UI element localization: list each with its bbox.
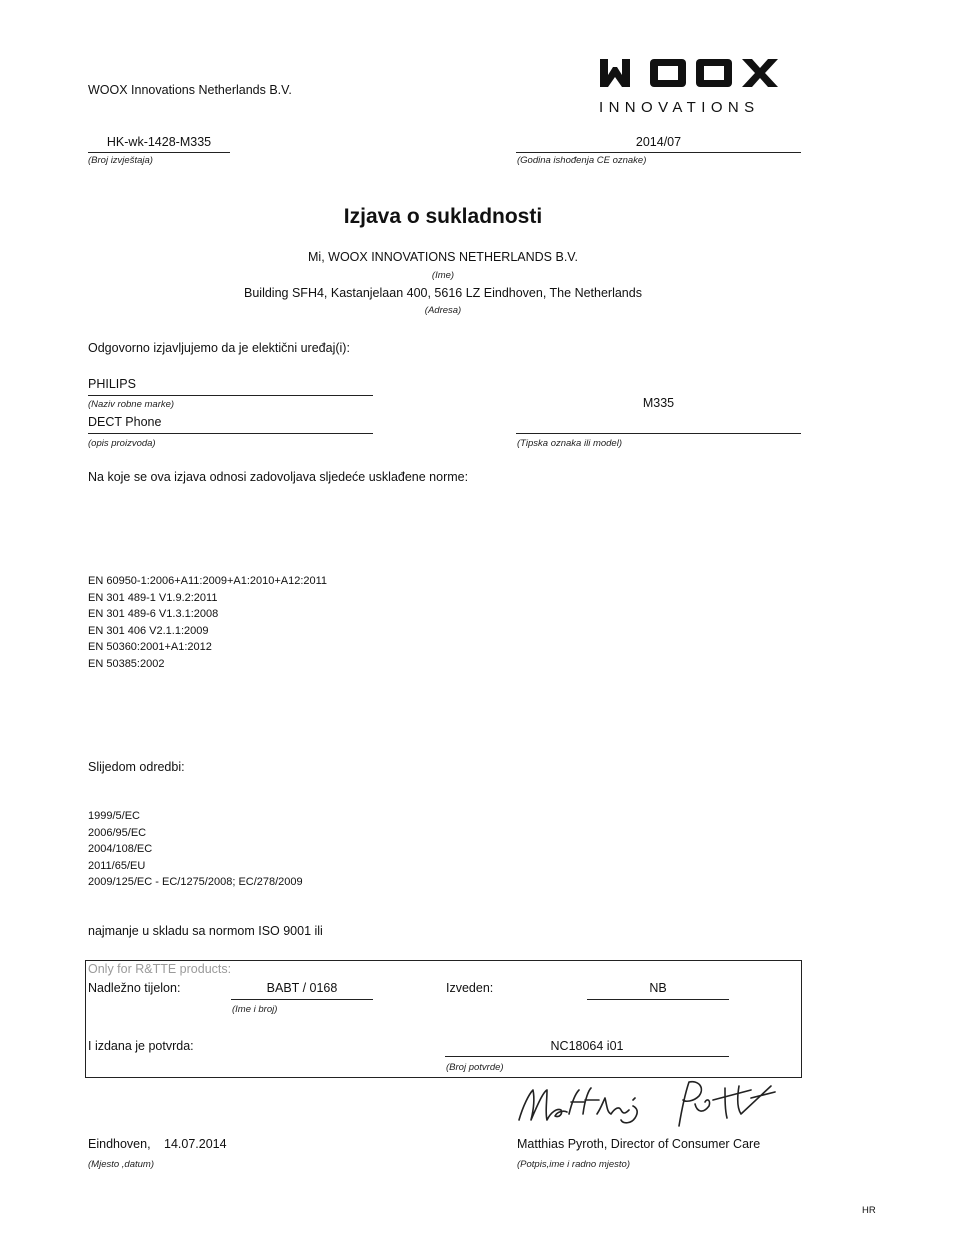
address-caption: (Adresa) bbox=[424, 305, 462, 316]
product-caption: (opis proizvoda) bbox=[88, 438, 156, 449]
document-title: Izjava o sukladnosti bbox=[343, 205, 543, 228]
place-date-caption: (Mjesto ,datum) bbox=[88, 1159, 154, 1170]
manufacturer-address: Building SFH4, Kastanjelaan 400, 5616 LZ Eindhoven, The Netherlands bbox=[244, 286, 642, 300]
iso-text: najmanje u skladu sa normom ISO 9001 ili bbox=[88, 924, 323, 938]
standards-list bbox=[88, 573, 327, 672]
manufacturer-caption: (Ime) bbox=[431, 270, 455, 281]
ce-year: 2014/07 bbox=[635, 135, 682, 149]
logo-subtitle: INNOVATIONS bbox=[599, 99, 760, 116]
standards-intro: Na koje se ova izjava odnosi zadovoljava sljedeće usklađene norme: bbox=[88, 470, 469, 484]
directive-item: 1999/5/EC bbox=[88, 810, 140, 822]
directive-item: 2011/65/EU bbox=[88, 859, 146, 872]
declaration-intro: Odgovorno izjavljujemo da je elektični uređaj(i): bbox=[88, 341, 350, 355]
ce-year-underline bbox=[516, 152, 801, 153]
directives-list bbox=[88, 808, 303, 891]
report-number: HK-wk-1428-M335 bbox=[106, 135, 212, 149]
notified-body-underline bbox=[231, 999, 373, 1000]
report-number-caption: (Broj izvještaja) bbox=[88, 155, 153, 166]
brand-value: PHILIPS bbox=[88, 377, 136, 391]
date: 14.07.2014 bbox=[164, 1137, 227, 1151]
standard-item: EN 301 489-1 V1.9.2:2011 bbox=[88, 591, 218, 604]
ce-year-caption: (Godina ishođenja CE oznake) bbox=[517, 155, 647, 166]
language-code: HR bbox=[862, 1205, 876, 1216]
model-value: M335 bbox=[642, 396, 675, 410]
performed-label: Izveden: bbox=[446, 981, 494, 995]
rtte-header: Only for R&TTE products: bbox=[88, 962, 232, 976]
certificate-label: I izdana je potvrda: bbox=[88, 1039, 194, 1053]
certificate-value: NC18064 i01 bbox=[550, 1039, 624, 1053]
woox-logo bbox=[598, 55, 784, 119]
report-number-underline bbox=[88, 152, 230, 153]
place: Eindhoven, bbox=[88, 1137, 151, 1151]
notified-body-value: BABT / 0168 bbox=[266, 981, 338, 995]
directive-item: 2004/108/EC bbox=[88, 843, 153, 855]
directive-item: 2006/95/EC bbox=[88, 826, 147, 839]
notified-body-caption: (Ime i broj) bbox=[232, 1004, 278, 1015]
standard-item: EN 60950-1:2006+A11:2009+A1:2010+A12:2011 bbox=[88, 575, 328, 587]
model-underline bbox=[516, 433, 801, 434]
notified-body-label: Nadležno tijelon: bbox=[88, 981, 181, 995]
standard-item: EN 301 406 V2.1.1:2009 bbox=[88, 624, 209, 637]
certificate-caption: (Broj potvrde) bbox=[446, 1062, 504, 1073]
signature bbox=[513, 1076, 778, 1132]
directive-item: 2009/125/EC - EC/1275/2008; EC/278/2009 bbox=[88, 876, 303, 888]
signatory: Matthias Pyroth, Director of Consumer Care bbox=[517, 1137, 761, 1151]
standard-item: EN 50360:2001+A1:2012 bbox=[88, 641, 212, 653]
signatory-caption: (Potpis,ime i radno mjesto) bbox=[517, 1159, 630, 1170]
product-value: DECT Phone bbox=[88, 415, 162, 429]
performed-value: NB bbox=[649, 981, 667, 995]
company-name: WOOX Innovations Netherlands B.V. bbox=[88, 83, 292, 97]
product-underline bbox=[88, 433, 373, 434]
signature-mark bbox=[513, 1076, 778, 1132]
brand-caption: (Naziv robne marke) bbox=[88, 399, 175, 410]
standard-item: EN 301 489-6 V1.3.1:2008 bbox=[88, 608, 219, 620]
brand-underline bbox=[88, 395, 373, 396]
model-caption: (Tipska oznaka ili model) bbox=[517, 438, 622, 449]
directives-intro: Slijedom odredbi: bbox=[88, 760, 185, 774]
manufacturer-name: Mi, WOOX INNOVATIONS NETHERLANDS B.V. bbox=[308, 250, 578, 264]
rtte-box bbox=[85, 960, 802, 1078]
certificate-underline bbox=[445, 1056, 729, 1057]
performed-underline bbox=[587, 999, 729, 1000]
standard-item: EN 50385:2002 bbox=[88, 657, 165, 670]
